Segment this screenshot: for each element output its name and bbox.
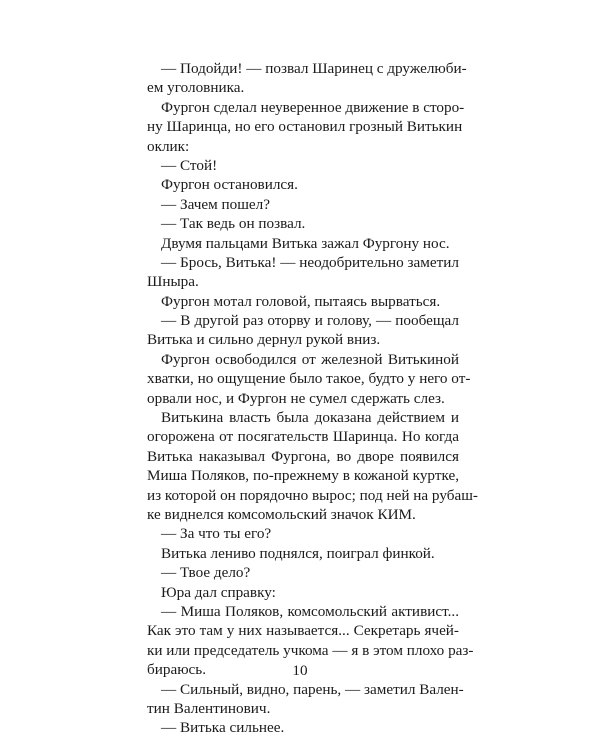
text-line: Витька и сильно дернул рукой вниз. [147, 331, 381, 349]
text-line: — Сильный, видно, парень, — заметил Вален- [161, 680, 464, 698]
text-line: оклик: [147, 137, 190, 155]
text-line: из которой он порядочно вырос; под ней на рубаш- [147, 486, 478, 504]
text-line: Как это там у них называется... Секретарь ячей- [147, 622, 459, 640]
text-line: ну Шаринца, но его остановил грозный Витькин [147, 118, 463, 136]
text-line: орвали нос, и Фургон не сумел сдержать слез. [147, 389, 445, 407]
text-line: Фургон освободился от железной Витькиной [161, 350, 459, 368]
text-line: Двумя пальцами Витька зажал Фургону нос. [161, 234, 450, 252]
page-number: 10 [292, 662, 308, 679]
text-line: Фургон сделал неуверенное движение в сторо- [161, 98, 465, 116]
text-line: — Твое дело? [161, 564, 251, 582]
text-line: Фургон остановился. [161, 176, 298, 194]
text-line: Фургон мотал головой, пытаясь вырваться. [161, 292, 441, 310]
text-line: — В другой раз оторву и голову, — пообещал [161, 312, 459, 330]
text-line: Витька наказывал Фургона, во дворе появился [147, 447, 459, 465]
text-line: — Миша Поляков, комсомольский активист... [161, 602, 459, 620]
text-line: — Стой! [161, 156, 218, 174]
text-line: Шныра. [147, 273, 199, 291]
text-line: ем уголовника. [147, 79, 245, 97]
body-text [147, 59, 478, 738]
text-line: — Брось, Витька! — неодобрительно заметил [161, 253, 459, 271]
text-line: Витькина власть была доказана действием и [161, 409, 459, 427]
text-line: ки или председатель учкома — я в этом плохо раз- [147, 641, 474, 659]
text-line: — Зачем пошел? [161, 195, 270, 213]
text-line: бираюсь. [147, 661, 206, 679]
text-line: — За что ты его? [161, 525, 272, 543]
text-line: хватки, но ощущение было такое, будто у него от- [147, 370, 471, 388]
text-line: Миша Поляков, по-прежнему в кожаной куртке, [147, 467, 459, 485]
text-line: тин Валентинович. [147, 699, 271, 717]
text-line: — Так ведь он позвал. [161, 215, 306, 233]
text-line: Юра дал справку: [161, 583, 276, 601]
text-line: огорожена от посягательств Шаринца. Но когда [147, 428, 459, 446]
text-line: — Витька сильнее. [161, 719, 285, 737]
text-line: — Подойди! — позвал Шаринец с дружелюби- [161, 60, 467, 77]
text-line: Витька лениво поднялся, поиграл финкой. [161, 544, 435, 562]
text-line: ке виднелся комсомольский значок КИМ. [147, 505, 416, 523]
